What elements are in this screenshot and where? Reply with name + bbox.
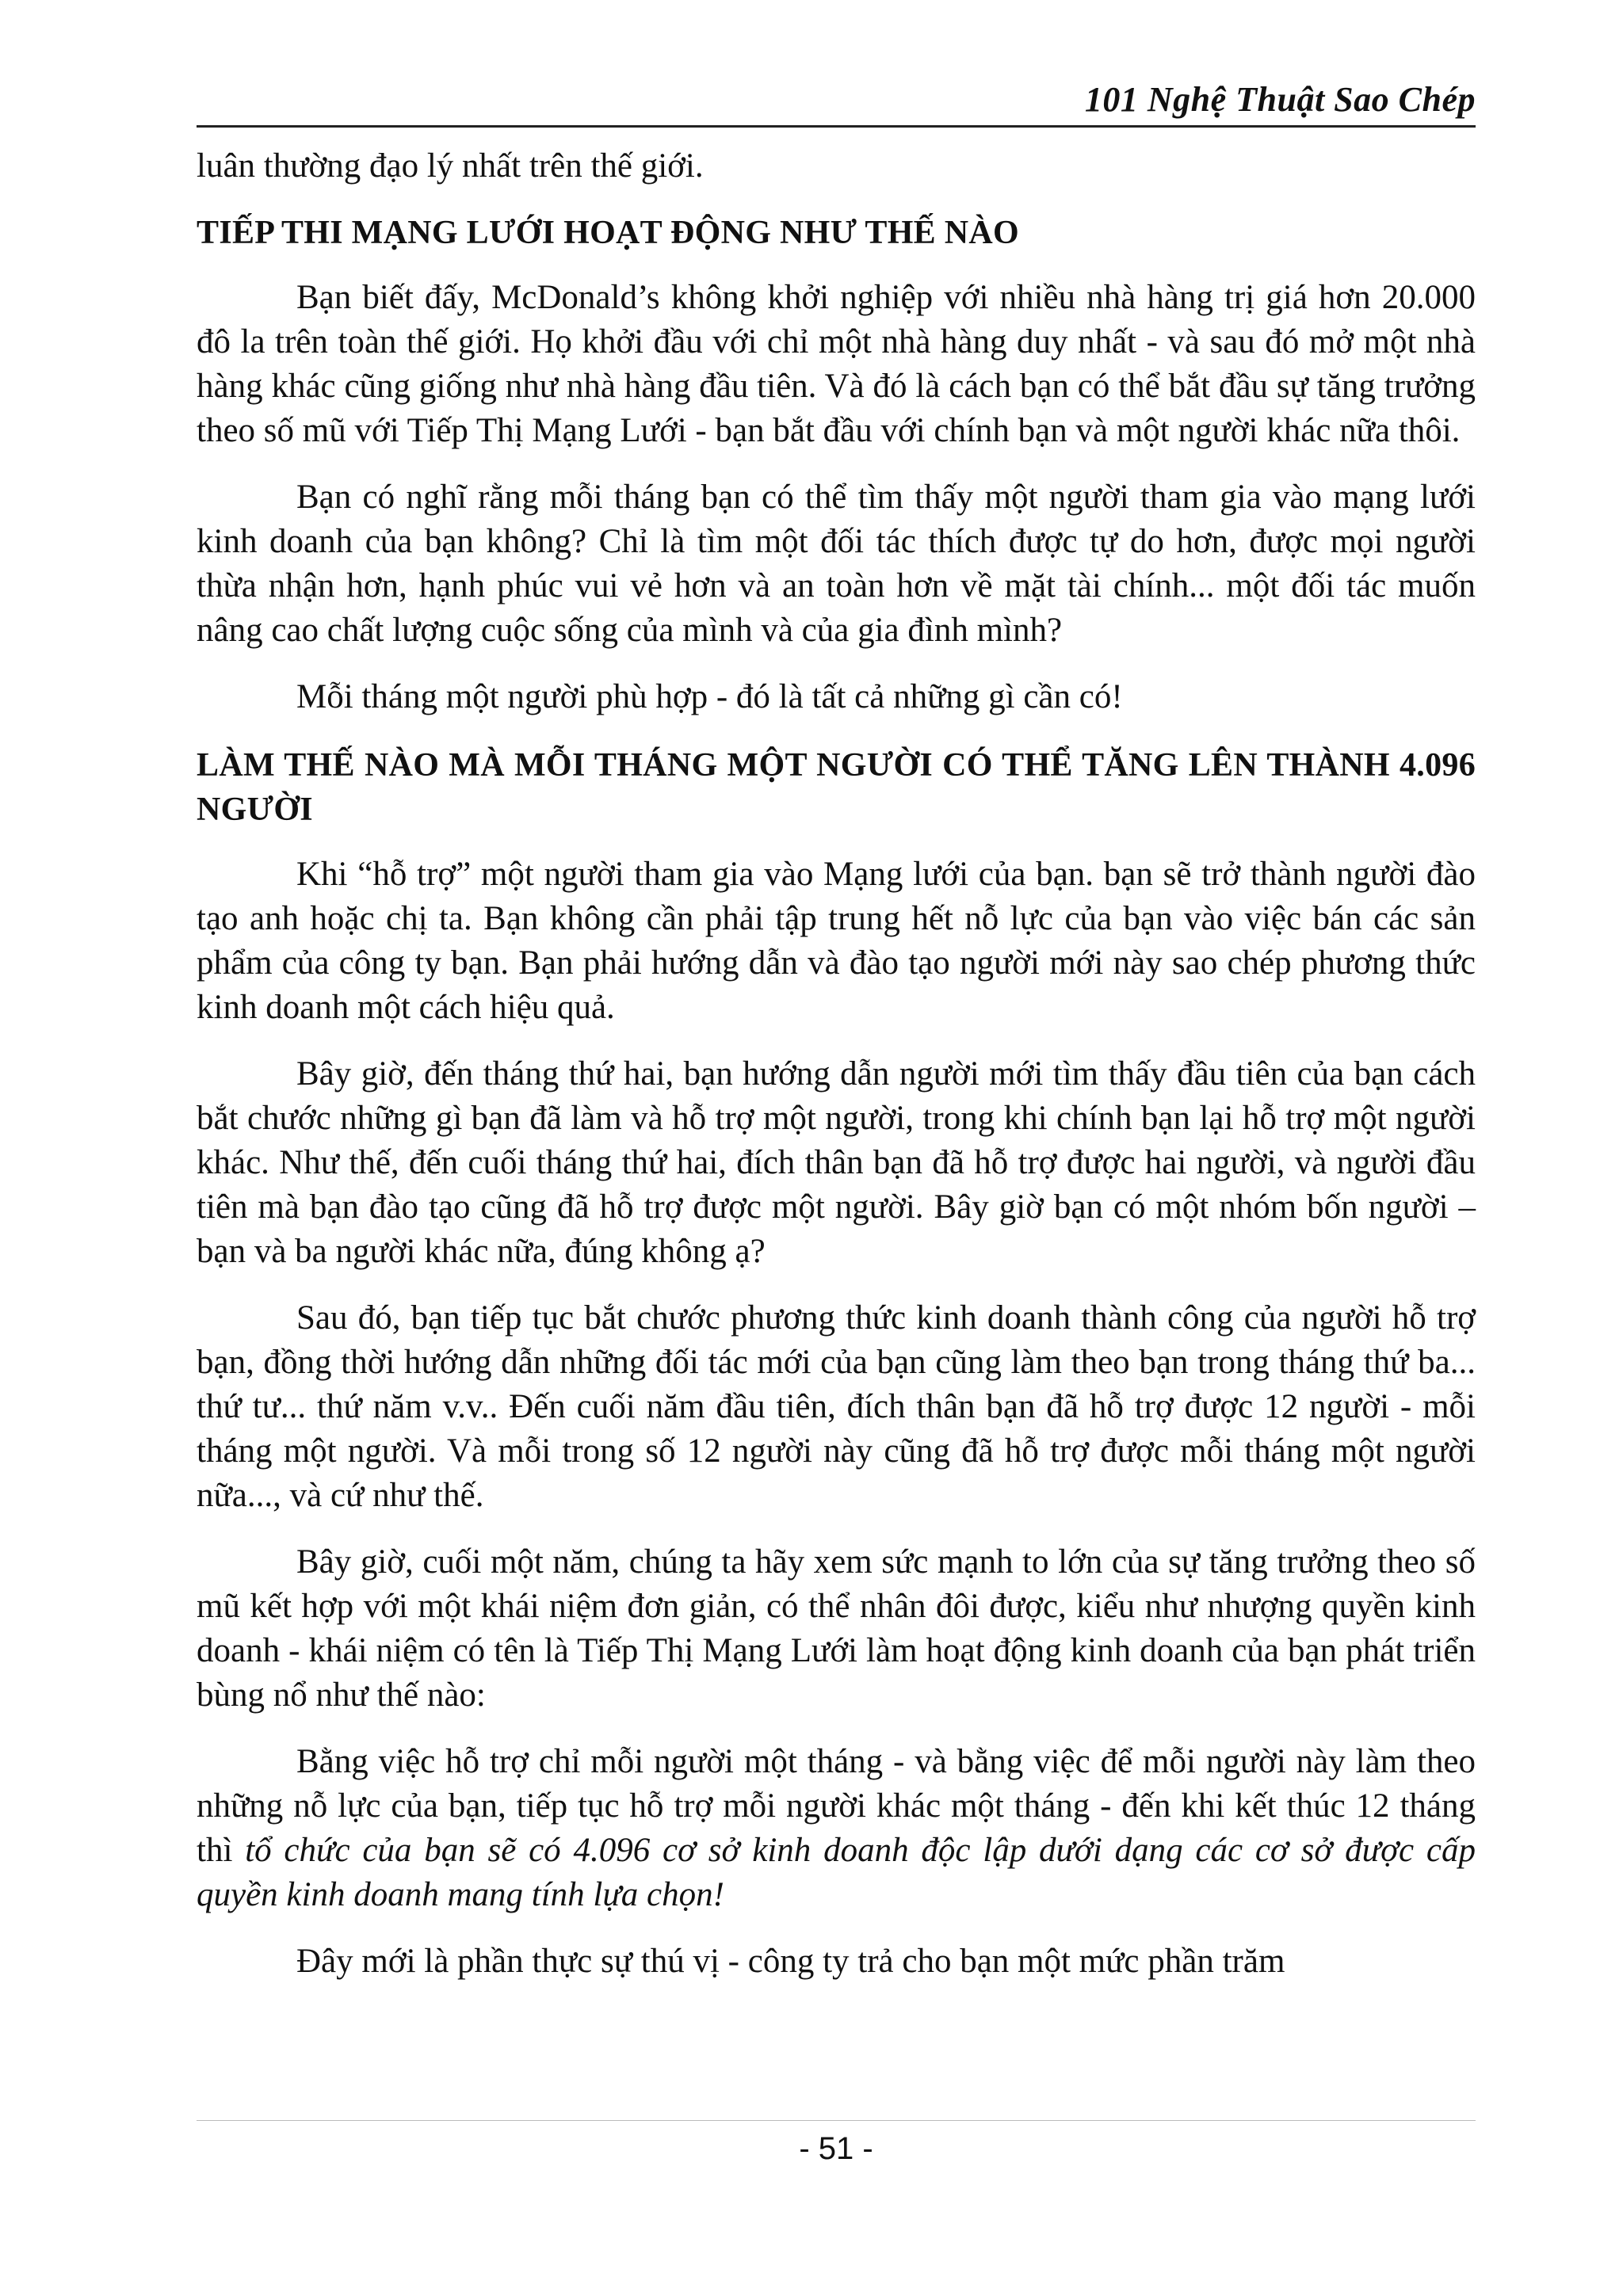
body-paragraph: Bây giờ, cuối một năm, chúng ta hãy xem sức mạnh to lớn của sự tăng trưởng theo số mũ kết hợp với một khái niệm đơn giản, có thể nhân đôi được, kiểu như nhượng quyền kinh doanh - khái niệm có tên là Tiếp Thị Mạng Lưới làm hoạt động kinh doanh của bạn phát triển bùng nổ như thế nào: <box>197 1543 1476 1714</box>
intro-line: luân thường đạo lý nhất trên thế giới. <box>197 147 704 185</box>
body-paragraph: Đây mới là phần thực sự thú vị - công ty trả cho bạn một mức phần trăm <box>296 1943 1285 1980</box>
book-title: 101 Nghệ Thuật Sao Chép <box>1084 80 1476 119</box>
body-paragraph: Sau đó, bạn tiếp tục bắt chước phương thức kinh doanh thành công của người hỗ trợ bạn, đồng thời hướng dẫn những đối tác mới của bạn cũng làm theo bạn trong tháng thứ ba... thứ tư... thứ năm v.v.. Đến cuối năm đầu tiên, đích thân bạn đã hỗ trợ được 12 người - mỗi tháng một người. Và mỗi trong số 12 người này cũng đã hỗ trợ được mỗi tháng một người nữa..., và cứ như thế. <box>197 1299 1476 1514</box>
section-heading: LÀM THẾ NÀO MÀ MỖI THÁNG MỘT NGƯỜI CÓ THỂ TĂNG LÊN THÀNH 4.096 NGƯỜI <box>197 747 1476 828</box>
page-number: - 51 - <box>799 2131 873 2166</box>
emphasized-text: tổ chức của bạn sẽ có 4.096 cơ sở kinh doanh độc lập dưới dạng các cơ sở được cấp quyền kinh doanh mang tính lựa chọn! <box>197 1832 1476 1913</box>
body-paragraph: Bạn có nghĩ rằng mỗi tháng bạn có thể tìm thấy một người tham gia vào mạng lưới kinh doanh của bạn không? Chỉ là tìm một đối tác thích được tự do hơn, được mọi người thừa nhận hơn, hạnh phúc vui vẻ hơn và an toàn hơn về mặt tài chính... một đối tác muốn nâng cao chất lượng cuộc sống của mình và của gia đình mình? <box>197 479 1476 649</box>
document-page <box>197 0 1476 2296</box>
body-paragraph: Khi “hỗ trợ” một người tham gia vào Mạng lưới của bạn. bạn sẽ trở thành người đào tạo anh hoặc chị ta. Bạn không cần phải tập trung hết nỗ lực của bạn vào việc bán các sản phẩm của công ty bạn. Bạn phải hướng dẫn và đào tạo người mới này sao chép phương thức kinh doanh một cách hiệu quả. <box>197 856 1476 1026</box>
running-header <box>197 76 1476 128</box>
body-paragraph: Bạn biết đấy, McDonald’s không khởi nghiệp với nhiều nhà hàng trị giá hơn 20.000 đô la trên toàn thế giới. Họ khởi đầu với chỉ một nhà hàng duy nhất - và sau đó mở một nhà hàng khác cũng giống như nhà hàng đầu tiên. Và đó là cách bạn có thể bắt đầu sự tăng trưởng theo số mũ với Tiếp Thị Mạng Lưới - bạn bắt đầu với chính bạn và một người khác nữa thôi. <box>197 279 1476 449</box>
page-body <box>197 144 1476 2006</box>
body-paragraph: Mỗi tháng một người phù hợp - đó là tất cả những gì cần có! <box>296 678 1123 715</box>
footer-rule <box>197 2120 1476 2121</box>
section-heading: TIẾP THI MẠNG LƯỚI HOẠT ĐỘNG NHƯ THẾ NÀO <box>197 215 1020 251</box>
paragraph-text: Bằng việc hỗ trợ chỉ mỗi người một tháng - và bằng việc để mỗi người này làm theo những nỗ lực của bạn, tiếp tục hỗ trợ mỗi người khác một tháng - đến khi kết thúc 12 tháng thì <box>197 1743 1476 1869</box>
body-paragraph <box>197 1740 1476 1917</box>
body-paragraph: Bây giờ, đến tháng thứ hai, bạn hướng dẫn người mới tìm thấy đầu tiên của bạn cách bắt chước những gì bạn đã làm và hỗ trợ một người, trong khi chính bạn lại hỗ trợ một người khác. Như thế, đến cuối tháng thứ hai, đích thân bạn đã hỗ trợ được hai người, và người đầu tiên mà bạn đào tạo cũng đã hỗ trợ được một người. Bây giờ bạn có một nhóm bốn người – bạn và ba người khác nữa, đúng không ạ? <box>197 1055 1476 1270</box>
